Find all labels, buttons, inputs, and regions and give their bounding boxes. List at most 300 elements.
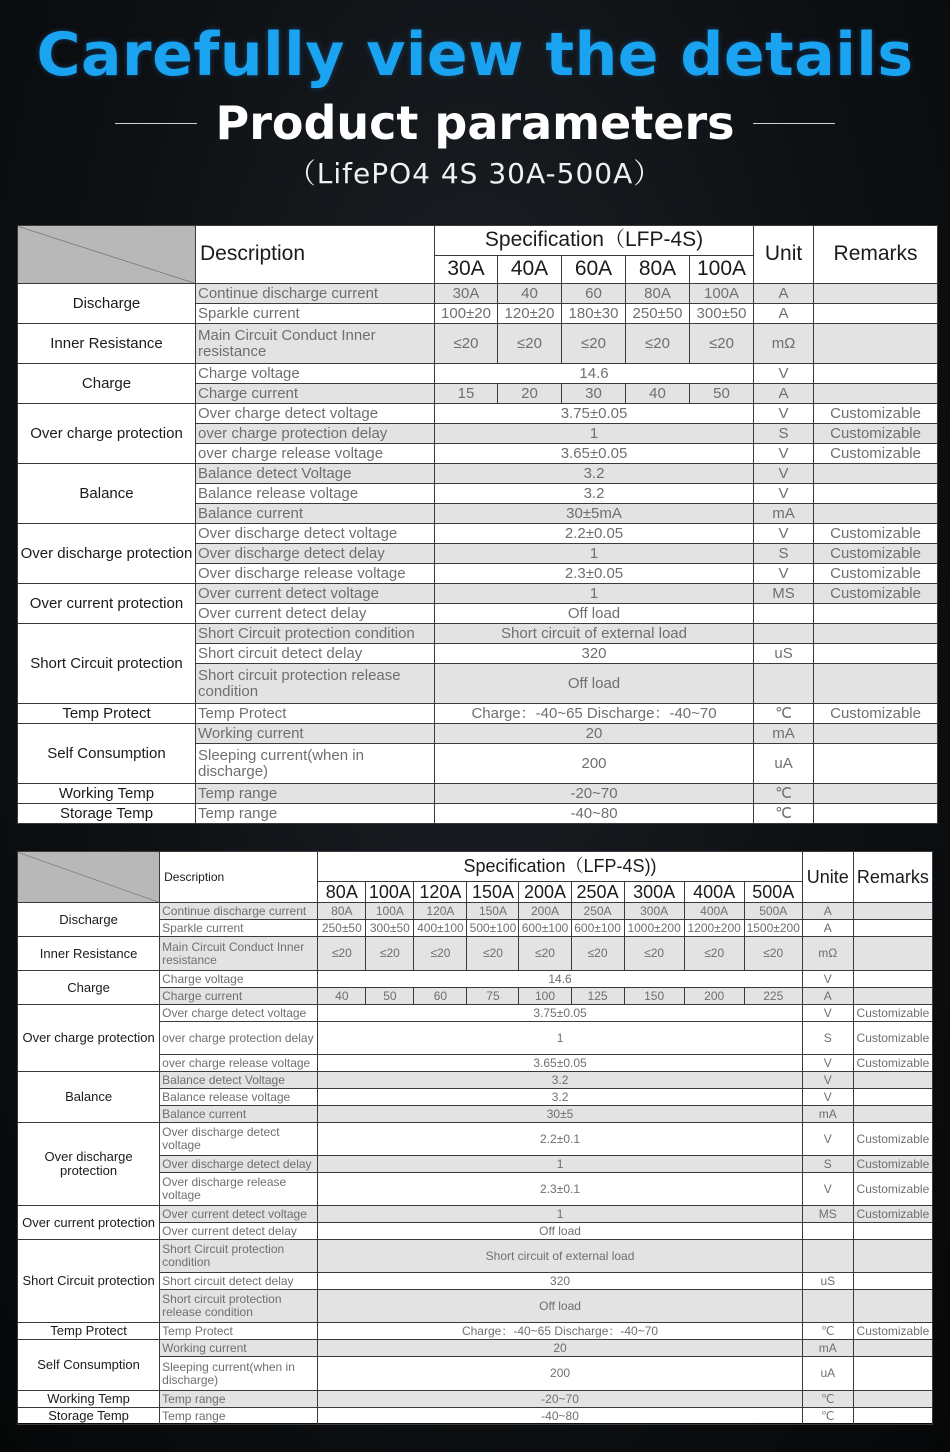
- value-cell: 50: [690, 384, 754, 404]
- category-cell: Over discharge protection: [18, 1123, 160, 1206]
- remark-cell: [814, 744, 938, 784]
- product-range: （LifePO4 4S 30A-500A）: [287, 157, 663, 190]
- table-row: [18, 464, 938, 484]
- remark-cell: [853, 1072, 932, 1089]
- divider-right: [753, 123, 835, 124]
- description-header: Description: [160, 852, 318, 903]
- description-cell: Balance current: [196, 504, 435, 524]
- description-cell: Sparkle current: [196, 304, 435, 324]
- unit-cell: V: [754, 404, 814, 424]
- remark-cell: [853, 1408, 932, 1425]
- table-row: [18, 1123, 933, 1156]
- specification-header: Specification（LFP-4S)): [318, 852, 802, 882]
- category-cell: Charge: [18, 364, 196, 404]
- remark-cell: [814, 324, 938, 364]
- remark-cell: [814, 484, 938, 504]
- remark-cell: [814, 724, 938, 744]
- description-header: Description: [196, 226, 435, 284]
- value-cell: 320: [435, 644, 754, 664]
- divider-left: [115, 123, 197, 124]
- unit-cell: S: [802, 1022, 853, 1055]
- description-cell: Sleeping current(when in discharge): [160, 1357, 318, 1391]
- table-row: [18, 1408, 933, 1425]
- model-header: 500A: [744, 882, 802, 903]
- unit-cell: V: [802, 1173, 853, 1206]
- remark-cell: [814, 604, 938, 624]
- value-cell: 40: [318, 988, 366, 1005]
- table-row: [18, 784, 938, 804]
- value-cell: -20~70: [435, 784, 754, 804]
- table-row: [18, 1391, 933, 1408]
- value-cell: 3.75±0.05: [318, 1005, 802, 1022]
- value-cell: 400±100: [414, 920, 467, 937]
- value-cell: 40: [498, 284, 562, 304]
- value-cell: ≤20: [626, 324, 690, 364]
- value-cell: 250A: [571, 903, 624, 920]
- unit-cell: V: [802, 971, 853, 988]
- value-cell: 100A: [366, 903, 414, 920]
- description-cell: Over discharge release voltage: [160, 1173, 318, 1206]
- model-header: 250A: [571, 882, 624, 903]
- unit-cell: V: [802, 1005, 853, 1022]
- value-cell: ≤20: [571, 937, 624, 971]
- value-cell: Off load: [435, 664, 754, 704]
- model-header: 40A: [498, 256, 562, 284]
- value-cell: 1000±200: [624, 920, 684, 937]
- description-cell: Short Circuit protection condition: [160, 1240, 318, 1273]
- unit-cell: [802, 1290, 853, 1323]
- value-cell: 150: [624, 988, 684, 1005]
- description-cell: Continue discharge current: [160, 903, 318, 920]
- description-cell: Main Circuit Conduct Inner resistance: [196, 324, 435, 364]
- remark-cell: [814, 784, 938, 804]
- description-cell: Main Circuit Conduct Inner resistance: [160, 937, 318, 971]
- remark-cell: Customizable: [814, 444, 938, 464]
- category-cell: Over charge protection: [18, 404, 196, 464]
- model-header: 200A: [519, 882, 571, 903]
- description-cell: Short Circuit protection condition: [196, 624, 435, 644]
- value-cell: ≤20: [624, 937, 684, 971]
- value-cell: 30±5mA: [435, 504, 754, 524]
- remarks-header: Remarks: [814, 226, 938, 284]
- description-cell: Temp Protect: [196, 704, 435, 724]
- unit-cell: uA: [802, 1357, 853, 1391]
- model-header: 80A: [626, 256, 690, 284]
- description-cell: Working current: [196, 724, 435, 744]
- category-cell: Working Temp: [18, 784, 196, 804]
- remark-cell: [853, 988, 932, 1005]
- description-cell: Temp range: [196, 784, 435, 804]
- value-cell: 50: [366, 988, 414, 1005]
- description-cell: Short circuit detect delay: [196, 644, 435, 664]
- model-header: 100A: [690, 256, 754, 284]
- category-cell: Self Consumption: [18, 1340, 160, 1391]
- value-cell: 1500±200: [744, 920, 802, 937]
- unit-cell: uA: [754, 744, 814, 784]
- description-cell: Temp range: [160, 1391, 318, 1408]
- remark-cell: [853, 1089, 932, 1106]
- description-cell: Balance detect Voltage: [160, 1072, 318, 1089]
- model-header: 120A: [414, 882, 467, 903]
- table-row: [18, 971, 933, 988]
- category-cell: Inner Resistance: [18, 937, 160, 971]
- unit-cell: MS: [802, 1206, 853, 1223]
- unit-header: Unite: [802, 852, 853, 903]
- value-cell: ≤20: [414, 937, 467, 971]
- remark-cell: [853, 1290, 932, 1323]
- table-row: [18, 1072, 933, 1089]
- remark-cell: Customizable: [814, 404, 938, 424]
- category-cell: Balance: [18, 464, 196, 524]
- remark-cell: [853, 1357, 932, 1391]
- description-cell: Short circuit protection release condition: [160, 1290, 318, 1323]
- remark-cell: [853, 971, 932, 988]
- table-row: [18, 1323, 933, 1340]
- value-cell: 3.65±0.05: [435, 444, 754, 464]
- description-cell: Temp Protect: [160, 1323, 318, 1340]
- value-cell: 3.2: [318, 1072, 802, 1089]
- remark-cell: Customizable: [853, 1173, 932, 1206]
- value-cell: 320: [318, 1273, 802, 1290]
- value-cell: 60: [562, 284, 626, 304]
- value-cell: ≤20: [684, 937, 744, 971]
- unit-cell: A: [802, 903, 853, 920]
- unit-cell: [754, 664, 814, 704]
- description-cell: Over current detect voltage: [196, 584, 435, 604]
- description-cell: Charge voltage: [196, 364, 435, 384]
- description-cell: Over current detect delay: [160, 1223, 318, 1240]
- unit-cell: S: [754, 544, 814, 564]
- value-cell: 500A: [744, 903, 802, 920]
- remark-cell: Customizable: [853, 1323, 932, 1340]
- unit-cell: mA: [802, 1340, 853, 1357]
- value-cell: ≤20: [744, 937, 802, 971]
- value-cell: 250±50: [626, 304, 690, 324]
- description-cell: Charge current: [160, 988, 318, 1005]
- value-cell: 80A: [626, 284, 690, 304]
- category-cell: Short Circuit protection: [18, 624, 196, 704]
- description-cell: Balance detect Voltage: [196, 464, 435, 484]
- value-cell: ≤20: [562, 324, 626, 364]
- value-cell: 14.6: [318, 971, 802, 988]
- model-header: 300A: [624, 882, 684, 903]
- value-cell: -20~70: [318, 1391, 802, 1408]
- remark-cell: [853, 1240, 932, 1273]
- remark-cell: Customizable: [853, 1156, 932, 1173]
- model-header: 400A: [684, 882, 744, 903]
- unit-cell: [754, 604, 814, 624]
- value-cell: ≤20: [318, 937, 366, 971]
- unit-cell: mΩ: [754, 324, 814, 364]
- description-cell: Sleeping current(when in discharge): [196, 744, 435, 784]
- subtitle-row: [0, 96, 950, 150]
- value-cell: 300±50: [366, 920, 414, 937]
- page-header: [0, 0, 950, 200]
- category-cell: Storage Temp: [18, 1408, 160, 1425]
- value-cell: Short circuit of external load: [318, 1240, 802, 1273]
- remark-cell: [814, 364, 938, 384]
- remark-cell: [814, 644, 938, 664]
- unit-cell: V: [802, 1055, 853, 1072]
- remark-cell: Customizable: [853, 1005, 932, 1022]
- description-cell: Balance release voltage: [160, 1089, 318, 1106]
- value-cell: 1: [318, 1156, 802, 1173]
- remark-cell: [853, 920, 932, 937]
- description-cell: Over discharge release voltage: [196, 564, 435, 584]
- remark-cell: [814, 284, 938, 304]
- value-cell: Short circuit of external load: [435, 624, 754, 644]
- description-cell: Temp range: [160, 1408, 318, 1425]
- remark-cell: [853, 903, 932, 920]
- value-cell: 80A: [318, 903, 366, 920]
- description-cell: Short circuit protection release condition: [196, 664, 435, 704]
- description-cell: Over charge detect voltage: [160, 1005, 318, 1022]
- description-cell: Continue discharge current: [196, 284, 435, 304]
- description-cell: over charge protection delay: [160, 1022, 318, 1055]
- unit-header: Unit: [754, 226, 814, 284]
- description-cell: Balance current: [160, 1106, 318, 1123]
- value-cell: 200: [318, 1357, 802, 1391]
- remark-cell: [814, 384, 938, 404]
- description-cell: Over current detect voltage: [160, 1206, 318, 1223]
- remark-cell: [853, 1340, 932, 1357]
- value-cell: 180±30: [562, 304, 626, 324]
- table-row: [18, 324, 938, 364]
- table-row: [18, 1206, 933, 1223]
- corner-cell: [18, 852, 160, 903]
- table-row: [18, 404, 938, 424]
- remark-cell: Customizable: [853, 1055, 932, 1072]
- remark-cell: [814, 504, 938, 524]
- description-cell: Charge voltage: [160, 971, 318, 988]
- table-row: [18, 364, 938, 384]
- unit-cell: MS: [754, 584, 814, 604]
- remark-cell: [814, 804, 938, 824]
- unit-cell: V: [802, 1123, 853, 1156]
- spec-table-1-panel: [17, 225, 937, 824]
- value-cell: Charge：-40~65 Discharge：-40~70: [435, 704, 754, 724]
- value-cell: Off load: [318, 1290, 802, 1323]
- unit-cell: [802, 1223, 853, 1240]
- remark-cell: Customizable: [814, 544, 938, 564]
- value-cell: -40~80: [435, 804, 754, 824]
- remark-cell: [853, 1223, 932, 1240]
- description-cell: Charge current: [196, 384, 435, 404]
- value-cell: 200: [435, 744, 754, 784]
- page-subtitle: Product parameters: [215, 96, 735, 150]
- value-cell: 40: [626, 384, 690, 404]
- value-cell: 250±50: [318, 920, 366, 937]
- category-cell: Over discharge protection: [18, 524, 196, 584]
- table-row: [18, 284, 938, 304]
- category-cell: Over current protection: [18, 1206, 160, 1240]
- category-cell: Balance: [18, 1072, 160, 1123]
- category-cell: Temp Protect: [18, 1323, 160, 1340]
- unit-cell: mA: [754, 504, 814, 524]
- value-cell: 100: [519, 988, 571, 1005]
- value-cell: 1200±200: [684, 920, 744, 937]
- value-cell: 15: [435, 384, 498, 404]
- model-header: 60A: [562, 256, 626, 284]
- value-cell: 300±50: [690, 304, 754, 324]
- value-cell: 1: [435, 424, 754, 444]
- model-header: 80A: [318, 882, 366, 903]
- value-cell: 1: [435, 544, 754, 564]
- unit-cell: V: [754, 364, 814, 384]
- category-cell: Short Circuit protection: [18, 1240, 160, 1323]
- unit-cell: ℃: [754, 804, 814, 824]
- description-cell: Working current: [160, 1340, 318, 1357]
- remarks-header: Remarks: [853, 852, 932, 903]
- description-cell: over charge protection delay: [196, 424, 435, 444]
- unit-cell: A: [802, 920, 853, 937]
- unit-cell: S: [754, 424, 814, 444]
- description-cell: Temp range: [196, 804, 435, 824]
- value-cell: 20: [498, 384, 562, 404]
- value-cell: 300A: [624, 903, 684, 920]
- value-cell: 600±100: [571, 920, 624, 937]
- value-cell: -40~80: [318, 1408, 802, 1425]
- value-cell: 3.75±0.05: [435, 404, 754, 424]
- value-cell: Off load: [318, 1223, 802, 1240]
- value-cell: 3.2: [318, 1089, 802, 1106]
- unit-cell: V: [754, 484, 814, 504]
- table-row: [18, 804, 938, 824]
- value-cell: 100±20: [435, 304, 498, 324]
- value-cell: Charge：-40~65 Discharge：-40~70: [318, 1323, 802, 1340]
- spec-table-2: [17, 851, 933, 1425]
- value-cell: 3.2: [435, 464, 754, 484]
- unit-cell: V: [754, 564, 814, 584]
- table-row: [18, 724, 938, 744]
- value-cell: 75: [467, 988, 519, 1005]
- description-cell: Short circuit detect delay: [160, 1273, 318, 1290]
- table-row: [18, 1340, 933, 1357]
- spec-table-2-panel: [17, 851, 933, 1423]
- unit-cell: ℃: [754, 784, 814, 804]
- category-cell: Over charge protection: [18, 1005, 160, 1072]
- remark-cell: Customizable: [814, 564, 938, 584]
- remark-cell: [853, 1391, 932, 1408]
- description-cell: Balance release voltage: [196, 484, 435, 504]
- corner-cell: [18, 226, 196, 284]
- remark-cell: Customizable: [853, 1022, 932, 1055]
- table-row: [18, 524, 938, 544]
- description-cell: over charge release voltage: [196, 444, 435, 464]
- unit-cell: mΩ: [802, 937, 853, 971]
- value-cell: 120±20: [498, 304, 562, 324]
- description-cell: Over current detect delay: [196, 604, 435, 624]
- unit-cell: V: [802, 1089, 853, 1106]
- unit-cell: S: [802, 1156, 853, 1173]
- value-cell: Off load: [435, 604, 754, 624]
- value-cell: 400A: [684, 903, 744, 920]
- value-cell: 2.2±0.1: [318, 1123, 802, 1156]
- unit-cell: [754, 624, 814, 644]
- category-cell: Storage Temp: [18, 804, 196, 824]
- description-cell: Over discharge detect delay: [160, 1156, 318, 1173]
- unit-cell: V: [754, 524, 814, 544]
- unit-cell: A: [754, 384, 814, 404]
- value-cell: 2.3±0.1: [318, 1173, 802, 1206]
- unit-cell: uS: [754, 644, 814, 664]
- table-row: [18, 704, 938, 724]
- value-cell: 1: [318, 1206, 802, 1223]
- description-cell: over charge release voltage: [160, 1055, 318, 1072]
- value-cell: ≤20: [366, 937, 414, 971]
- value-cell: ≤20: [467, 937, 519, 971]
- unit-cell: A: [802, 988, 853, 1005]
- unit-cell: A: [754, 284, 814, 304]
- remark-cell: [853, 1273, 932, 1290]
- value-cell: 30±5: [318, 1106, 802, 1123]
- value-cell: 200A: [519, 903, 571, 920]
- value-cell: 120A: [414, 903, 467, 920]
- model-header: 30A: [435, 256, 498, 284]
- category-cell: Over current protection: [18, 584, 196, 624]
- value-cell: 2.2±0.05: [435, 524, 754, 544]
- specification-header: Specification（LFP-4S): [435, 226, 754, 256]
- value-cell: 225: [744, 988, 802, 1005]
- value-cell: 200: [684, 988, 744, 1005]
- category-cell: Self Consumption: [18, 724, 196, 784]
- value-cell: 600±100: [519, 920, 571, 937]
- value-cell: 30: [562, 384, 626, 404]
- remark-cell: Customizable: [814, 424, 938, 444]
- remark-cell: [814, 624, 938, 644]
- category-cell: Inner Resistance: [18, 324, 196, 364]
- value-cell: ≤20: [519, 937, 571, 971]
- remark-cell: Customizable: [853, 1206, 932, 1223]
- unit-cell: mA: [802, 1106, 853, 1123]
- value-cell: 14.6: [435, 364, 754, 384]
- unit-cell: ℃: [802, 1323, 853, 1340]
- category-cell: Charge: [18, 971, 160, 1005]
- unit-cell: ℃: [802, 1391, 853, 1408]
- unit-cell: ℃: [754, 704, 814, 724]
- value-cell: 100A: [690, 284, 754, 304]
- table-row: [18, 903, 933, 920]
- unit-cell: ℃: [802, 1408, 853, 1425]
- remark-cell: Customizable: [814, 524, 938, 544]
- remark-cell: Customizable: [814, 704, 938, 724]
- value-cell: 1: [435, 584, 754, 604]
- category-cell: Discharge: [18, 903, 160, 937]
- description-cell: Over charge detect voltage: [196, 404, 435, 424]
- unit-cell: V: [754, 444, 814, 464]
- remark-cell: [814, 664, 938, 704]
- value-cell: ≤20: [498, 324, 562, 364]
- value-cell: 1: [318, 1022, 802, 1055]
- table-row: [18, 1240, 933, 1273]
- value-cell: 60: [414, 988, 467, 1005]
- value-cell: 20: [318, 1340, 802, 1357]
- remark-cell: [814, 464, 938, 484]
- model-header: 150A: [467, 882, 519, 903]
- value-cell: 20: [435, 724, 754, 744]
- table-row: [18, 937, 933, 971]
- remark-cell: Customizable: [814, 584, 938, 604]
- table-row: [18, 584, 938, 604]
- value-cell: 30A: [435, 284, 498, 304]
- page-title: Carefully view the details: [36, 20, 914, 90]
- description-cell: Over discharge detect voltage: [196, 524, 435, 544]
- unit-cell: V: [802, 1072, 853, 1089]
- remark-cell: [853, 1106, 932, 1123]
- header-row: [18, 226, 938, 256]
- value-cell: 3.65±0.05: [318, 1055, 802, 1072]
- unit-cell: mA: [754, 724, 814, 744]
